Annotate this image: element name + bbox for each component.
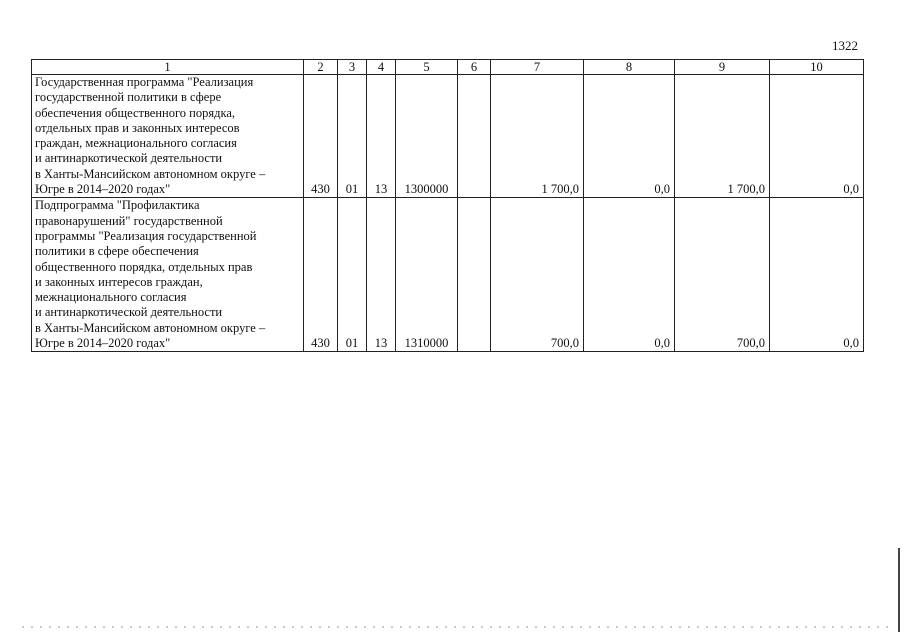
row-cell-9: 1 700,0 bbox=[675, 75, 770, 198]
row-name: Государственная программа "Реализация государственной политики в сфере обеспечения общественного порядка, отдельных прав и законных интересов граждан, межнационального согласия и антинаркотической деятельности в Ханты-Мансийском автономном округе – Югре в 2014–2020 годах" bbox=[32, 75, 304, 198]
scan-noise-line bbox=[22, 626, 892, 628]
row-cell-6 bbox=[458, 75, 491, 198]
table-row bbox=[32, 75, 864, 198]
column-header-5: 5 bbox=[396, 60, 458, 75]
column-header-10: 10 bbox=[770, 60, 864, 75]
scan-edge-line bbox=[898, 548, 900, 632]
row-cell-9: 700,0 bbox=[675, 198, 770, 352]
table-row bbox=[32, 198, 864, 352]
row-cell-8: 0,0 bbox=[584, 198, 675, 352]
row-cell-7: 1 700,0 bbox=[491, 75, 584, 198]
row-cell-7: 700,0 bbox=[491, 198, 584, 352]
row-name: Подпрограмма "Профилактика правонарушений" государственной программы "Реализация государственной политики в сфере обеспечения общественного порядка, отдельных прав и законных интересов граждан, межнационального согласия и антинаркотической деятельности в Ханты-Мансийском автономном округе – Югре в 2014–2020 годах" bbox=[32, 198, 304, 352]
column-header-4: 4 bbox=[367, 60, 396, 75]
row-cell-8: 0,0 bbox=[584, 75, 675, 198]
column-header-8: 8 bbox=[584, 60, 675, 75]
column-header-2: 2 bbox=[304, 60, 338, 75]
column-header-7: 7 bbox=[491, 60, 584, 75]
row-cell-2: 430 bbox=[304, 75, 338, 198]
row-cell-3: 01 bbox=[338, 75, 367, 198]
page-number: 1322 bbox=[832, 38, 858, 53]
row-cell-4: 13 bbox=[367, 75, 396, 198]
table-header-row bbox=[32, 60, 864, 75]
column-header-6: 6 bbox=[458, 60, 491, 75]
column-header-3: 3 bbox=[338, 60, 367, 75]
row-cell-3: 01 bbox=[338, 198, 367, 352]
column-header-9: 9 bbox=[675, 60, 770, 75]
budget-table bbox=[31, 59, 864, 352]
row-cell-10: 0,0 bbox=[770, 198, 864, 352]
row-cell-6 bbox=[458, 198, 491, 352]
row-cell-2: 430 bbox=[304, 198, 338, 352]
row-cell-5: 1300000 bbox=[396, 75, 458, 198]
row-cell-5: 1310000 bbox=[396, 198, 458, 352]
row-cell-4: 13 bbox=[367, 198, 396, 352]
row-cell-10: 0,0 bbox=[770, 75, 864, 198]
column-header-1: 1 bbox=[32, 60, 304, 75]
